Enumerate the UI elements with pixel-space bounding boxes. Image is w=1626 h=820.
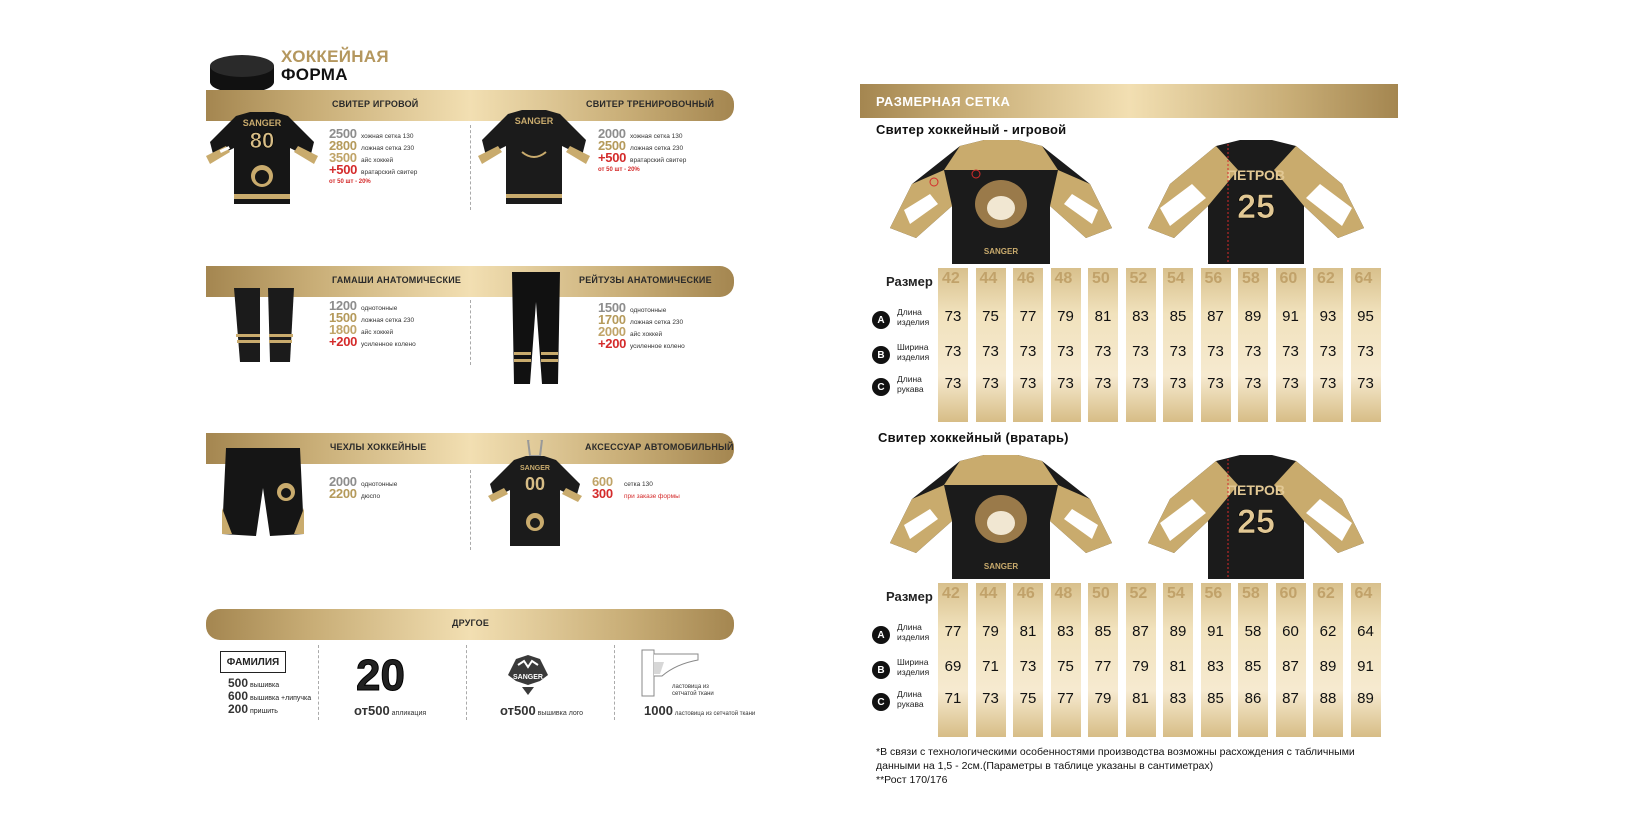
footnotes xyxy=(876,745,1396,787)
size-header: 54 xyxy=(1167,270,1185,287)
size-header: 60 xyxy=(1279,585,1298,602)
table-cell: 73 xyxy=(1019,658,1037,675)
size-header: 64 xyxy=(1354,585,1373,602)
table-cell: 77 xyxy=(944,623,962,640)
table-cell: 95 xyxy=(1357,308,1374,325)
divider xyxy=(466,645,467,720)
table-cell: 83 xyxy=(1169,690,1187,707)
table-cell: 73 xyxy=(1282,375,1299,392)
game-jersey-image xyxy=(206,112,318,208)
size-chart-header-bar xyxy=(860,84,1398,118)
table-cell: 85 xyxy=(1207,690,1224,707)
table-cell: 87 xyxy=(1282,658,1299,675)
table-cell: 73 xyxy=(944,343,962,360)
size-label: Размер xyxy=(886,274,933,289)
size-header: 62 xyxy=(1317,270,1335,287)
table-cell: 73 xyxy=(1057,375,1074,392)
label-training-jersey: СВИТЕР ТРЕНИРОВОЧНЫЙ xyxy=(586,99,715,109)
table-cell: 58 xyxy=(1244,623,1262,640)
table-cell: 73 xyxy=(944,308,962,325)
table-cell: 73 xyxy=(1207,375,1224,392)
table-cell: 64 xyxy=(1357,623,1374,640)
logo-word: SANGER xyxy=(513,674,543,681)
table-cell: 77 xyxy=(1094,658,1112,675)
divider xyxy=(470,300,471,365)
table-cell: 73 xyxy=(1357,343,1374,360)
table-cell: 81 xyxy=(1019,623,1037,640)
divider xyxy=(318,645,319,720)
hockey-shorts-image xyxy=(220,448,306,540)
table-cell: 77 xyxy=(1019,308,1037,325)
game-jersey-prices: 2500 хожная сетка 130 2800 ложная сетка 230 3500 айс хоккей +500 вратарский свитер от 50 шт - 20% xyxy=(329,126,418,185)
size-header: 56 xyxy=(1204,585,1223,602)
gusset-note: ластовица из сетчатой ткани xyxy=(672,684,714,697)
table-cell: 73 xyxy=(944,375,962,392)
table-cell: 89 xyxy=(1244,308,1262,325)
name-patch: ФАМИЛИЯ xyxy=(220,651,286,673)
hockey-puck-icon xyxy=(208,52,276,94)
training-jersey-name: SANGER xyxy=(514,116,554,126)
table-cell: 73 xyxy=(982,375,999,392)
size-header: 44 xyxy=(979,270,998,287)
logo-price: от500 вышивка лого xyxy=(500,703,584,718)
table-cell: 83 xyxy=(1057,623,1074,640)
table-cell: 73 xyxy=(1094,343,1112,360)
page-title: ХОККЕЙНАЯ ФОРМА xyxy=(281,47,389,84)
table-cell: 73 xyxy=(1207,343,1224,360)
size-header: 42 xyxy=(942,270,960,287)
table-cell: 88 xyxy=(1319,690,1337,707)
table-cell: 86 xyxy=(1244,690,1262,707)
row-badge: A xyxy=(872,311,890,329)
table-cell: 71 xyxy=(944,690,962,707)
size-header: 60 xyxy=(1279,270,1298,287)
table-cell: 89 xyxy=(1357,690,1374,707)
table-cell: 87 xyxy=(1282,690,1299,707)
table-cell: 73 xyxy=(1019,375,1037,392)
table-cell: 73 xyxy=(1319,343,1337,360)
row-badge: B xyxy=(872,346,890,364)
table-cell: 91 xyxy=(1357,658,1374,675)
size-header: 48 xyxy=(1054,270,1073,287)
section-bar-other xyxy=(206,609,734,640)
table-cell: 69 xyxy=(944,658,962,675)
table-cell: 73 xyxy=(1244,343,1262,360)
table-cell: 73 xyxy=(1057,343,1074,360)
size-header: 56 xyxy=(1204,270,1223,287)
table-cell: 73 xyxy=(1169,343,1187,360)
table-cell: 73 xyxy=(1094,375,1112,392)
table-cell: 89 xyxy=(1169,623,1187,640)
table-cell: 62 xyxy=(1319,623,1337,640)
game-jersey-number: 80 xyxy=(249,128,275,153)
table-cell: 89 xyxy=(1319,658,1337,675)
row-badge: C xyxy=(872,693,890,711)
table-cell: 81 xyxy=(1169,658,1187,675)
footnote-height: **Рост 170/176 xyxy=(876,774,948,786)
row-label: Длина рукава xyxy=(897,689,924,709)
table1-title: Свитер хоккейный - игровой xyxy=(876,122,1067,137)
table-cell: 91 xyxy=(1207,623,1224,640)
size-header: 46 xyxy=(1017,585,1035,602)
hockey-pants-image xyxy=(510,272,562,386)
gusset-price: 1000 ластовица из сетчатой ткани xyxy=(644,703,756,718)
table-cell: 73 xyxy=(1357,375,1374,392)
size-label: Размер xyxy=(886,589,933,604)
jersey-back-image xyxy=(1148,140,1364,266)
socks-prices: 1200 однотонные 1500 ложная сетка 230 1800 айс хоккей +200 усиленное колено xyxy=(329,298,416,349)
table-cell: 73 xyxy=(1319,375,1337,392)
number-price: от500 апликация xyxy=(354,703,427,718)
table-cell: 81 xyxy=(1094,308,1112,325)
table-cell: 75 xyxy=(1019,690,1037,707)
table-cell: 91 xyxy=(1282,308,1299,325)
table-cell: 87 xyxy=(1132,623,1149,640)
jersey-front-image xyxy=(890,140,1112,266)
footnote-tolerance: *В связи с технологическими особенностями производства возможны расхождения с табличными данными на 1,5 - 2см.(Параметры в таблице указаны в сантиметрах) xyxy=(876,746,1355,772)
table-cell: 83 xyxy=(1132,308,1149,325)
size-header: 46 xyxy=(1017,270,1035,287)
size-header: 62 xyxy=(1317,585,1335,602)
row-badge: A xyxy=(872,626,890,644)
table-cell: 71 xyxy=(982,658,999,675)
logo-embroidery-icon xyxy=(504,651,552,697)
table-cell: 81 xyxy=(1132,690,1149,707)
table-cell: 79 xyxy=(1057,308,1074,325)
table-cell: 73 xyxy=(1132,343,1149,360)
size-header: 52 xyxy=(1129,585,1148,602)
table-cell: 75 xyxy=(1057,658,1074,675)
game-jersey-name: SANGER xyxy=(242,118,282,128)
row-label: Ширина изделия xyxy=(897,657,930,677)
size-header: 48 xyxy=(1054,585,1073,602)
table-cell: 85 xyxy=(1169,308,1187,325)
table-cell: 73 xyxy=(1132,375,1149,392)
table-cell: 79 xyxy=(1132,658,1149,675)
row-label: Длина изделия xyxy=(897,307,930,327)
size-chart-title: РАЗМЕРНАЯ СЕТКА xyxy=(876,94,1011,109)
table-cell: 73 xyxy=(1244,375,1262,392)
car-accessory-image xyxy=(488,440,582,550)
label-pants: РЕЙТУЗЫ АНАТОМИЧЕСКИЕ xyxy=(579,275,712,285)
size-header: 50 xyxy=(1092,270,1110,287)
training-jersey-prices: 2000 хожная сетка 130 2500 ложная сетка 230 +500 вратарский свитер от 50 шт - 20% xyxy=(598,126,687,173)
front-name: SANGER xyxy=(983,247,1019,256)
table-cell: 79 xyxy=(982,623,999,640)
pants-prices: 1500 однотонные 1700 ложная сетка 230 2000 айс хоккей +200 усиленное колено xyxy=(598,300,685,351)
goalie-jersey-back-image xyxy=(1148,455,1364,581)
table-cell: 79 xyxy=(1094,690,1112,707)
divider xyxy=(614,645,615,720)
car-accessory-number: 00 xyxy=(524,474,546,494)
hockey-socks-image xyxy=(230,288,300,368)
row-badge: B xyxy=(872,661,890,679)
table-cell: 73 xyxy=(982,690,999,707)
size-table-1 xyxy=(878,268,1388,422)
size-header: 52 xyxy=(1129,270,1148,287)
front-name: SANGER xyxy=(983,562,1019,571)
row-label: Длина изделия xyxy=(897,622,930,642)
back-number: 25 xyxy=(1237,503,1275,541)
label-other: ДРУГОЕ xyxy=(452,618,490,628)
table-cell: 73 xyxy=(1019,343,1037,360)
size-header: 54 xyxy=(1167,585,1185,602)
row-label: Длина рукава xyxy=(897,374,924,394)
back-name: ПЕТРОВ xyxy=(1226,482,1286,498)
label-covers: ЧЕХЛЫ ХОККЕЙНЫЕ xyxy=(330,442,427,452)
table-cell: 77 xyxy=(1057,690,1074,707)
table-cell: 83 xyxy=(1207,658,1224,675)
size-header: 42 xyxy=(942,585,960,602)
car-accessory-prices: 600 сетка 130 300 при заказе формы xyxy=(592,474,680,501)
table-cell: 73 xyxy=(982,343,999,360)
shorts-prices: 2000 однотонные 2200 дюспо xyxy=(329,474,398,501)
row-label: Ширина изделия xyxy=(897,342,930,362)
name-patch-prices: 500 вышивка 600 вышивка +липучка 200 пришить xyxy=(228,676,312,716)
table-cell: 85 xyxy=(1244,658,1262,675)
label-car-accessory: АКСЕССУАР АВТОМОБИЛЬНЫЙ xyxy=(585,442,734,452)
number-sample: 20 xyxy=(356,651,405,700)
divider xyxy=(470,470,471,550)
label-game-jersey: СВИТЕР ИГРОВОЙ xyxy=(332,99,419,109)
size-header: 58 xyxy=(1242,270,1260,287)
label-socks: ГАМАШИ АНАТОМИЧЕСКИЕ xyxy=(332,275,462,285)
training-jersey-image xyxy=(478,110,590,208)
goalie-jersey-front-image xyxy=(890,455,1112,581)
table-cell: 73 xyxy=(1169,375,1187,392)
back-number: 25 xyxy=(1237,188,1275,226)
table-cell: 85 xyxy=(1094,623,1112,640)
table-cell: 75 xyxy=(982,308,999,325)
divider xyxy=(470,125,471,210)
back-name: ПЕТРОВ xyxy=(1226,167,1286,183)
table-cell: 93 xyxy=(1319,308,1337,325)
car-accessory-name: SANGER xyxy=(520,465,550,472)
table-cell: 60 xyxy=(1282,623,1299,640)
size-header: 44 xyxy=(979,585,998,602)
table2-title: Свитер хоккейный (вратарь) xyxy=(878,430,1069,445)
size-table-2 xyxy=(878,583,1388,737)
table-cell: 87 xyxy=(1207,308,1224,325)
row-badge: C xyxy=(872,378,890,396)
size-header: 64 xyxy=(1354,270,1373,287)
size-header: 58 xyxy=(1242,585,1260,602)
table-cell: 73 xyxy=(1282,343,1299,360)
size-header: 50 xyxy=(1092,585,1110,602)
